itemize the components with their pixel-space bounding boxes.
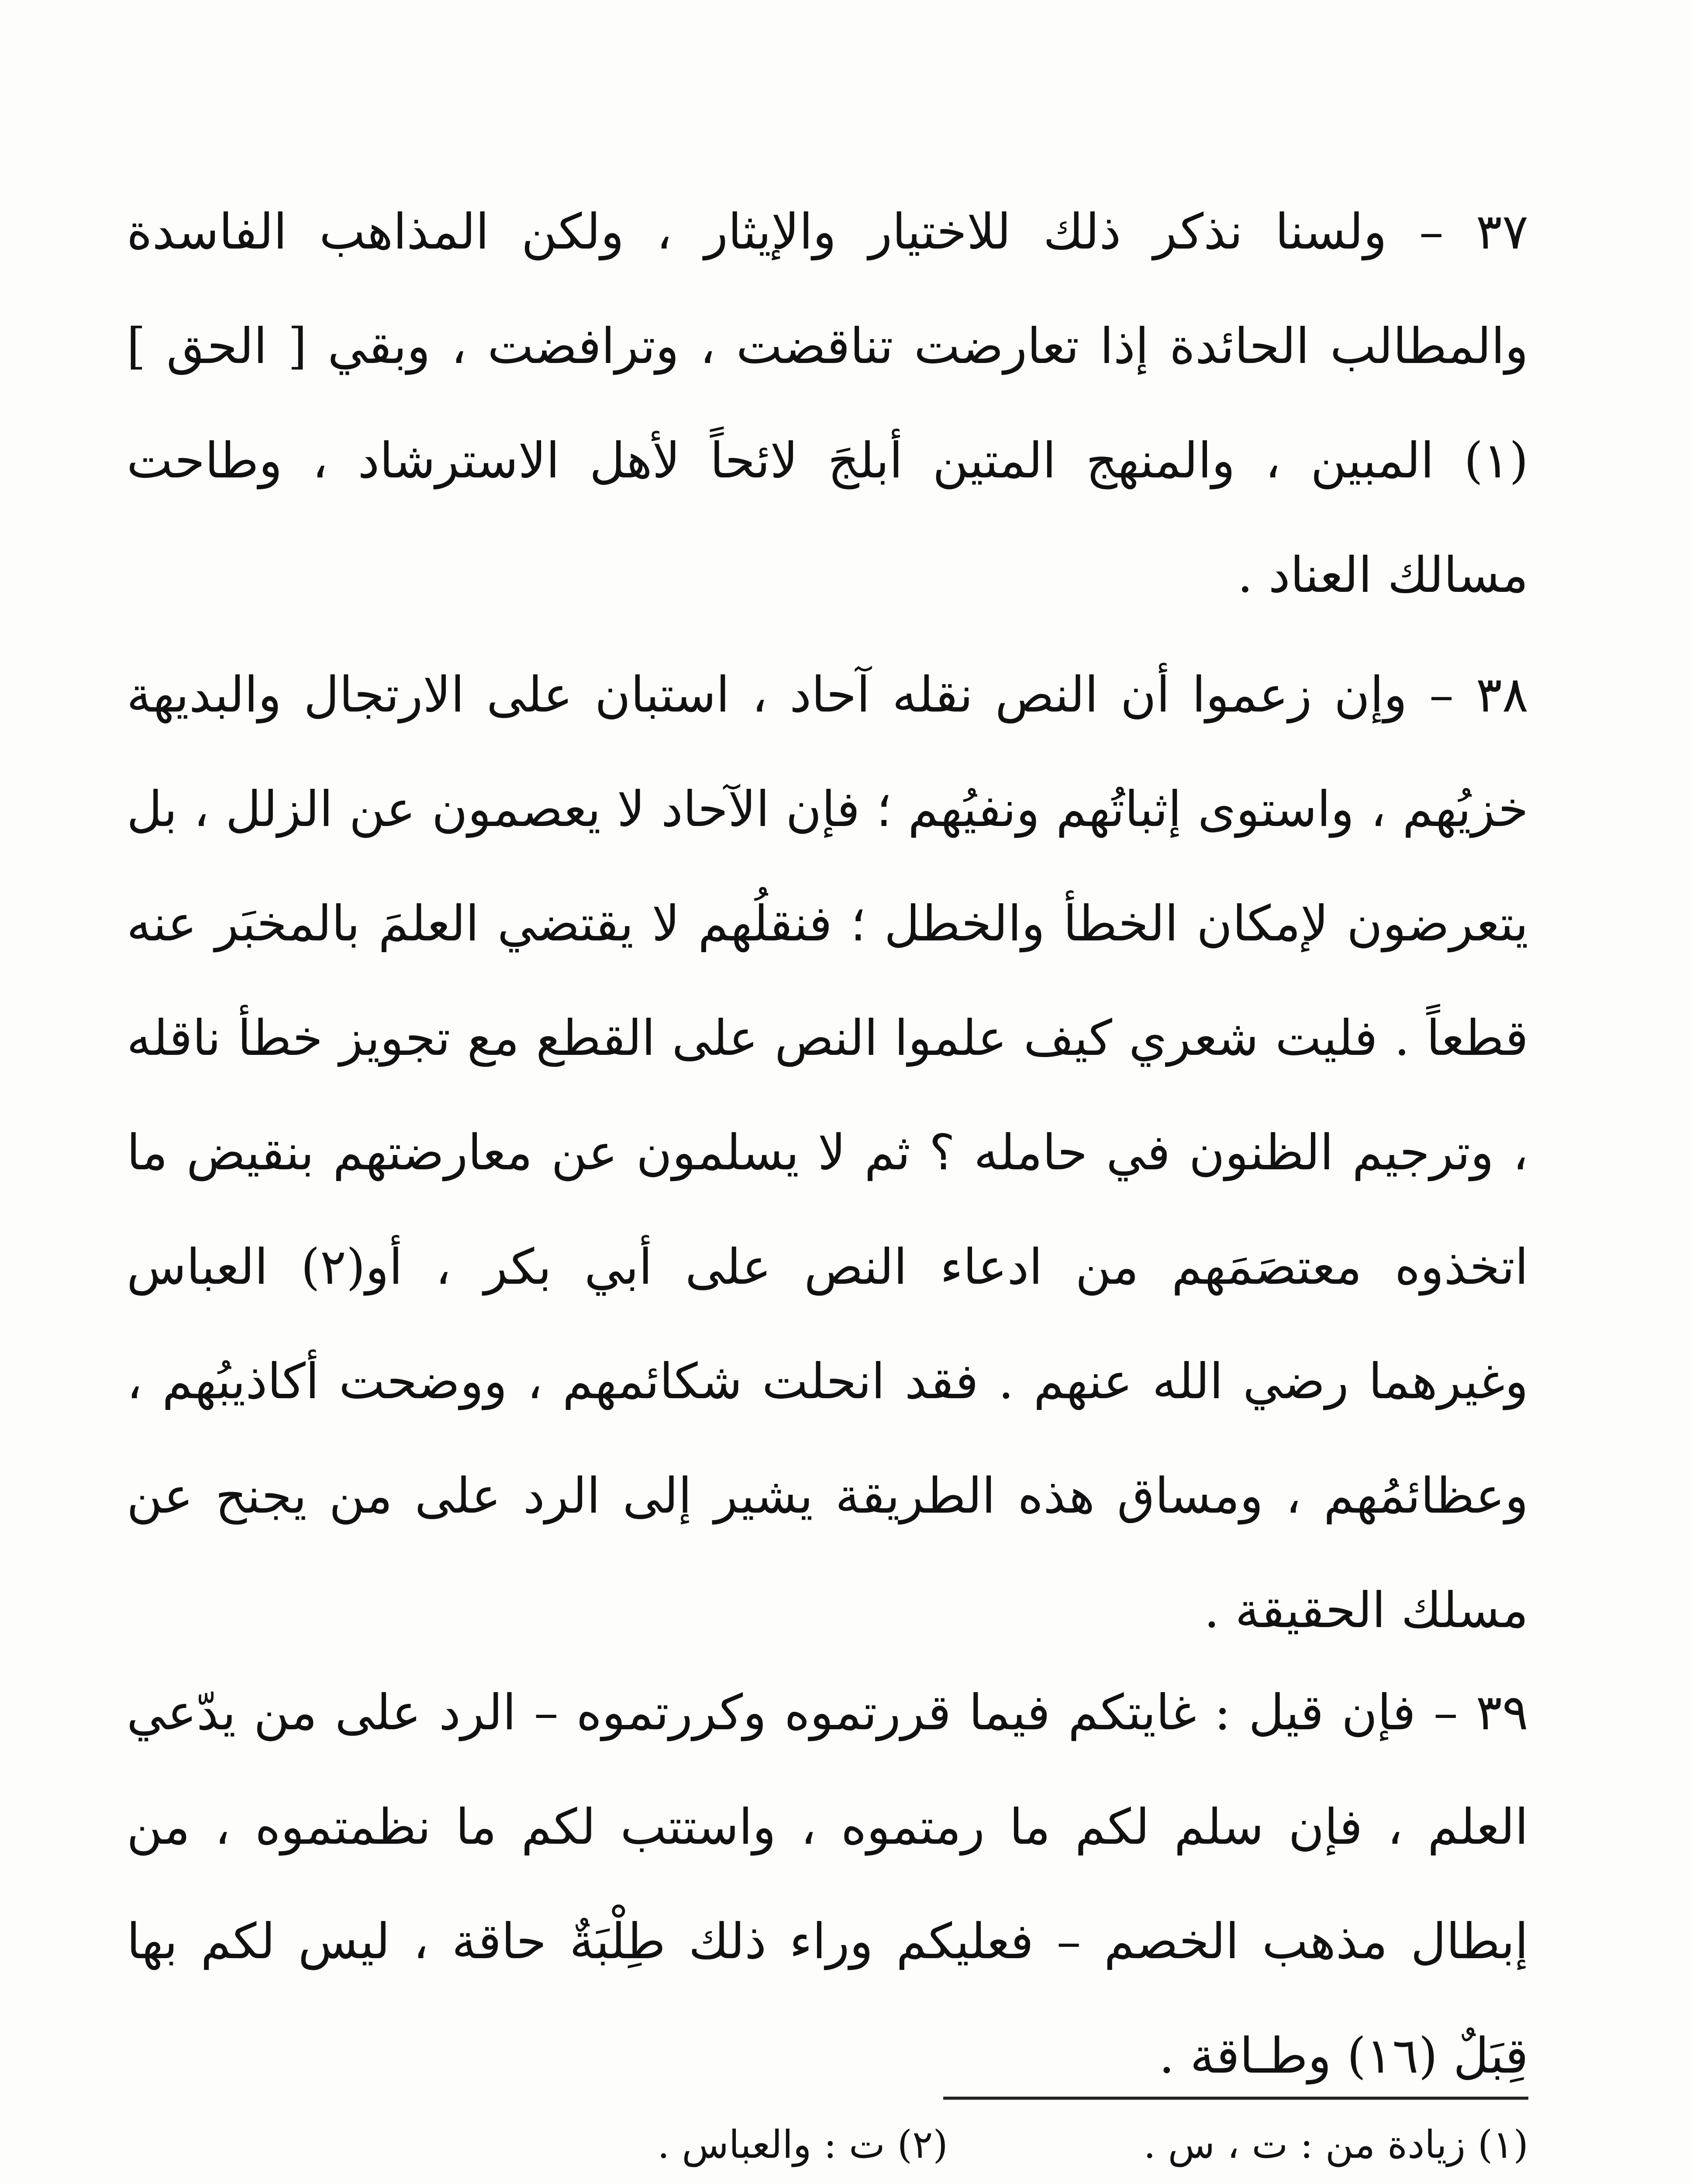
footnote-1: (١) زيادة من : ت ، س . xyxy=(1143,2122,1528,2167)
paragraph-38 xyxy=(127,638,1528,1668)
footnote-divider xyxy=(943,2097,1528,2100)
footnote-2: (٢) ت : والعباس . xyxy=(657,2122,948,2167)
paragraph-37 xyxy=(127,175,1528,632)
paragraph-37-text: ٣٧ – ولسنا نذكر ذلك للاختيار والإيثار ، ولكن المذاهب الفاسدة والمطالب الحائدة إذا تعارضت تناقضت ، وترافضت ، وبقي [ الحق ] (١) المبين ، والمنهج المتين أبلجَ لائحاً لأهل الاسترشاد ، وطاحت مسالك العناد . xyxy=(127,204,1528,604)
paragraph-39 xyxy=(127,1655,1528,2113)
paragraph-38-text: ٣٨ – وإن زعموا أن النص نقله آحاد ، استبان على الارتجال والبديهة خزيُهم ، واستوى إثباتُهم ونفيُهم ؛ فإن الآحاد لا يعصمون عن الزلل ، بل يتعرضون لإمكان الخطأ والخطل ؛ فنقلُهم لا يقتضي العلمَ بالمخبَر عنه قطعاً . فليت شعري كيف علموا النص على القطع مع تجويز خطأ ناقله ، وترجيم الظنون في حامله ؟ ثم لا يسلمون عن معارضتهم بنقيض ما اتخذوه معتصَمَهم من ادعاء النص على أبي بكر ، أو(٢) العباس وغيرهما رضي الله عنهم . فقد انحلت شكائمهم ، ووضحت أكاذيبُهم ، وعظائمُهم ، ومساق هذه الطريقة يشير إلى الرد على من يجنح عن مسلك الحقيقة . xyxy=(127,667,1529,1639)
footnotes xyxy=(127,2114,1528,2175)
paragraph-39-text: ٣٩ – فإن قيل : غايتكم فيما قررتموه وكررتموه – الرد على من يدّعي العلم ، فإن سلم لكم ما رمتموه ، واستتب لكم ما نظمتموه ، من إبطال مذهب الخصم – فعليكم وراء ذلك طِلْبَةٌ حاقة ، ليس لكم بها قِبَلٌ (١٦) وطـاقة . xyxy=(127,1684,1528,2084)
